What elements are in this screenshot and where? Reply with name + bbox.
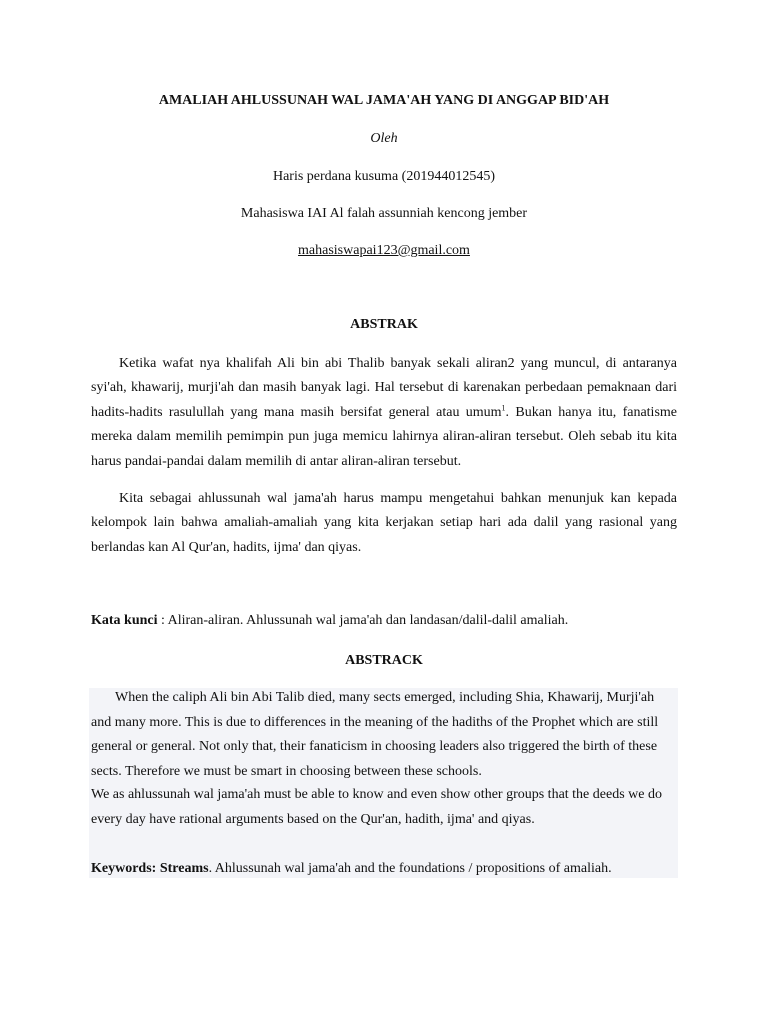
author-affiliation: Mahasiswa IAI Al falah assunniah kencong jember (240, 206, 528, 221)
abstrack-paragraph-1: When the caliph Ali bin Abi Talib died, many sects emerged, including Shia, Khawarij, Murji'ah and many more. This is due to differences in the meaning of the hadiths of the Prophet which are still general or general. Not only that, their fanaticism in choosing leaders also triggered the birth of these sects. Therefore we must be smart in choosing between these schools. (91, 690, 659, 779)
author-name: Haris perdana kusuma (201944012545) (272, 169, 495, 184)
kata-kunci-label: Kata kunci (91, 613, 158, 628)
keywords-label: Keywords: Streams (91, 861, 209, 876)
author-email-link[interactable]: mahasiswapai123@gmail.com (298, 243, 470, 258)
abstrak-heading: ABSTRAK (350, 317, 418, 332)
abstrack-paragraph-2: We as ahlussunah wal jama'ah must be able to know and even show other groups that the deeds we do every day have rational arguments based on the Qur'an, hadith, ijma' and qiyas. (91, 787, 662, 827)
email-row (0, 242, 768, 260)
abstrak-paragraph-2: Kita sebagai ahlussunah wal jama'ah harus mampu mengetahui bahkan menunjuk kan kepada kelompok lain bahwa amaliah-amaliah yang kita kerjakan setiap hari ada dalil yang rasional yang berlandas kan Al Qur'an, hadits, ijma' dan qiyas. (91, 491, 677, 555)
keywords-text: . Ahlussunah wal jama'ah and the foundations / propositions of amaliah. (208, 861, 612, 876)
keywords-line (91, 860, 612, 878)
kata-kunci-line (91, 612, 568, 630)
abstrak-paragraph-1 (91, 352, 677, 474)
by-line: Oleh (370, 131, 398, 146)
paper-title: AMALIAH AHLUSSUNAH WAL JAMA'AH YANG DI ANGGAP BID'AH (158, 93, 610, 108)
abstrack-heading: ABSTRACK (345, 653, 423, 668)
kata-kunci-text: : Aliran-aliran. Ahlussunah wal jama'ah dan landasan/dalil-dalil amaliah. (157, 613, 569, 628)
abstrak-p1-text-a: Ketika wafat nya khalifah Ali bin abi Thalib banyak sekali aliran2 yang muncul, di antaranya syi'ah, khawarij, murji'ah dan masih banyak lagi. Hal tersebut di karenakan perbedaan pemaknaan dari hadits-hadits rasulullah yang mana masih bersifat general atau umum (91, 356, 677, 420)
footnote-marker[interactable]: 1 (501, 403, 506, 413)
abstrak-p1-text-b: . Bukan hanya itu, fanatisme mereka dalam memilih pemimpin pun juga memicu lahirnya aliran-aliran tersebut. Oleh sebab itu kita harus pandai-pandai dalam memilih di antar aliran-aliran tersebut. (91, 404, 677, 469)
